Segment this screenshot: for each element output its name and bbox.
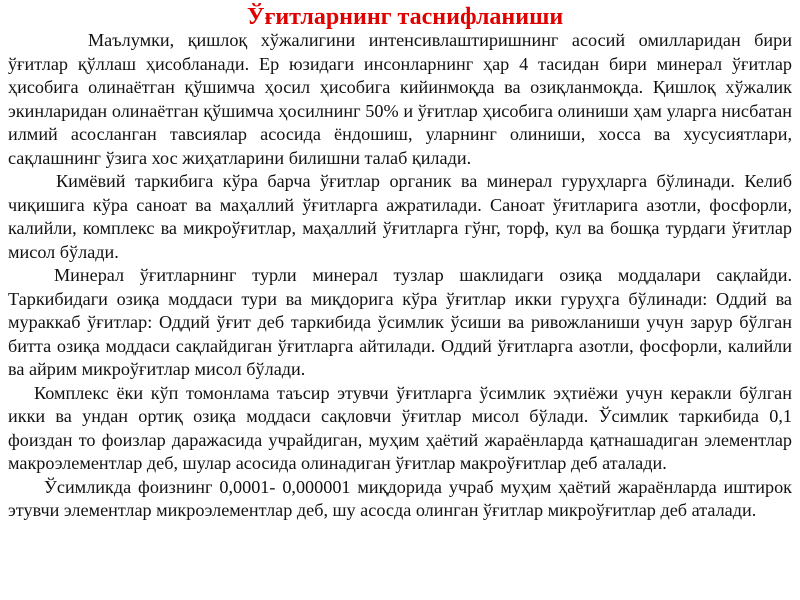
paragraph-complex-fertilizers: Комплекс ёки кўп томонлама таъсир этувчи ўғитларга ўсимлик эҳтиёжи учун керакли бўлган икки ва ундан ортиқ озиқа моддаси сақловчи ўғитлар мисол бўлади. Ўсимлик таркибида 0,1 фоиздан то фоизлар даражасида учрайдиган, муҳим ҳаётий жараёнларда қатнашадиган элементлар макроэлементлар деб, шулар асосида олинадиган ўғитлар макроўғитлар деб аталади. xyxy=(8,382,792,473)
slide-title: Ўғитларнинг таснифланиши xyxy=(246,4,564,29)
slide-body xyxy=(8,29,792,523)
paragraph-intro: Маълумки, қишлоқ хўжалигини интенсивлаштиришнинг асосий омилларидан бири ўғитлар қўллаш ҳисобланади. Ер юзидаги инсонларнинг ҳар 4 тасидан бири минерал ўғитлар ҳисобига олинаётган қўшимча ҳосил ҳисобига кийинмоқда ва озиқланмоқда. Қишлоқ хўжалик экинларидан олинаётган қўшимча ҳосилнинг 50% и ўғитлар ҳисобига олиниши ҳам уларга нисбатан илмий асосланган тавсиялар асосида ёндошиш, уларнинг олиниши, хосса ва хусусиятлари, сақлашнинг ўзига хос жиҳатларини билишни талаб қилади. xyxy=(8,30,792,168)
paragraph-microfertilizers: Ўсимликда фоизнинг 0,0001- 0,000001 миқдорида учраб муҳим ҳаётий жараёнларда иштирок этувчи элементлар микроэлементлар деб, шу асосда олинган ўғитлар микроўғитлар деб аталади. xyxy=(8,476,792,520)
paragraph-classification: Кимёвий таркибига кўра барча ўғитлар органик ва минерал гуруҳларга бўлинади. Келиб чиқишига кўра саноат ва маҳаллий ўғитларга ажратилади. Саноат ўғитларига азотли, фосфорли, калийли, комплекс ва микроўғитлар, маҳаллий ўғитларга гўнг, торф, кул ва бошқа турдаги ўғитлар мисол бўлади. xyxy=(8,171,792,262)
paragraph-mineral-fertilizers: Минерал ўғитларнинг турли минерал тузлар шаклидаги озиқа моддалари сақлайди. Таркибидаги озиқа моддаси тури ва миқдорига кўра ўғитлар икки гуруҳга бўлинади: Оддий ва мураккаб ўғитлар: Оддий ўғит деб таркибида ўсимлик ўсиши ва ривожланиши учун зарур бўлган битта озиқа моддаси сақлайдиган ўғитларга айтилади. Оддий ўғитларга азотли, фосфорли, калийли ва айрим микроўғитлар мисол бўлади. xyxy=(8,265,792,379)
